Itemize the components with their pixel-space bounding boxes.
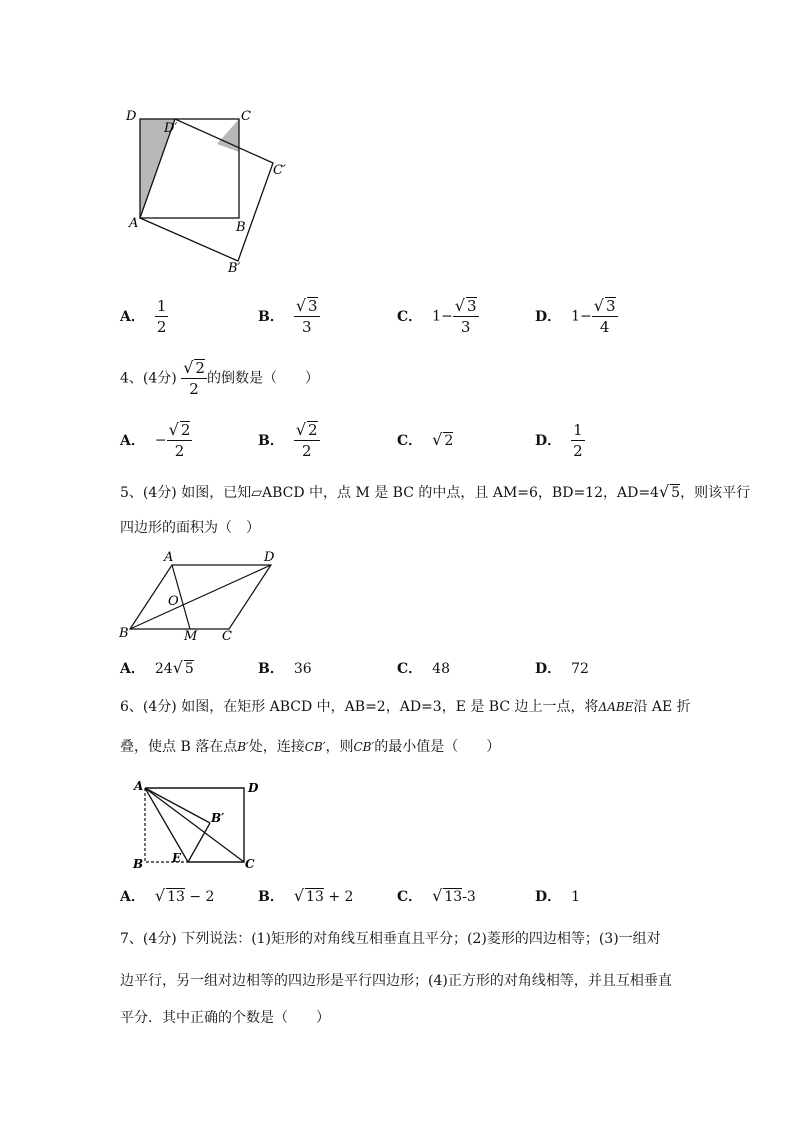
q3-option-c[interactable]: C． 1− $\frac{√ 3}{3}$ (397, 296, 477, 336)
q5-option-d[interactable]: D． 72 (535, 661, 589, 677)
label-D: D (264, 550, 275, 565)
label-M: M (184, 629, 198, 644)
q3-option-d[interactable]: D． 1− $\frac{√ 3}{4}$ (535, 296, 616, 336)
label-B: B (133, 857, 144, 871)
figure-rotated-square (120, 100, 300, 280)
question-5-line-1: 5、(4分) 如图，已知▱ABCD 中，点 M 是 BC 的中点，且 AM=6，BD=12，AD=4√ 5，则该平行 (120, 482, 751, 501)
fraction: $\frac{√ 3}{3}$ (454, 296, 477, 336)
label-B-prime: B′ (228, 261, 241, 276)
q6-option-a[interactable]: A． √ 13 − 2 (120, 886, 215, 905)
q4-option-c[interactable]: C． √ 2 (397, 430, 454, 449)
question-7-line-3: 平分．其中正确的个数是（ ） (120, 1010, 330, 1026)
q3-option-a[interactable] (120, 296, 168, 337)
q5-option-a[interactable]: A． 24√ 5 (120, 658, 194, 677)
question-5-line-2: 四边形的面积为（ ） (120, 520, 260, 536)
label-E: E (172, 851, 182, 865)
shaded-region-2 (217, 119, 239, 152)
label-C-prime: C′ (273, 163, 286, 178)
label-B-prime: B′ (211, 811, 225, 825)
question-6-line-1: 6、(4分) 如图，在矩形 ABCD 中，AB=2，AD=3，E 是 BC 边上一点，将ΔABE沿 AE 折 (120, 699, 691, 715)
q5-option-b[interactable]: B． 36 (258, 661, 312, 677)
label-B: B (236, 220, 246, 235)
label-A: A (134, 779, 144, 793)
label-C: C (241, 109, 251, 124)
question-7-line-2: 边平行，另一组对边相等的四边形是平行四边形；(4)正方形的对角线相等，并且互相垂直 (120, 973, 672, 989)
figure-parallelogram (115, 545, 290, 645)
question-6-line-2: 叠，使点 B 落在点B′处，连接CB′，则CB′的最小值是（ ） (120, 739, 501, 755)
option-label: B． (258, 308, 284, 325)
label-O: O (168, 594, 179, 609)
q6-option-d[interactable]: D． 1 (535, 889, 581, 905)
q4-option-d[interactable]: D． $\frac{1}{2}$ (535, 421, 583, 460)
fraction: $\frac{√ 3}{3}$ (295, 296, 318, 336)
q4-option-b[interactable]: B． $\frac{√ 2}{2}$ (258, 420, 318, 460)
label-D-prime: D′ (164, 121, 178, 136)
label-D: D (248, 781, 259, 795)
option-label: D． (535, 308, 562, 325)
label-C: C (222, 629, 232, 644)
figure-rectangle-fold (125, 775, 270, 875)
label-B: B (119, 626, 129, 641)
q4-option-a[interactable]: A． − $\frac{√ 2}{2}$ (120, 420, 191, 460)
label-A: A (164, 550, 174, 565)
q3-option-b[interactable] (258, 296, 320, 337)
question-4: 4、(4分) $\frac{√ 2}{2}$ 的倒数是（ ） (120, 358, 319, 398)
q6-option-c[interactable]: C． √ 13-3 (397, 886, 476, 905)
label-D: D (126, 109, 137, 124)
question-7-line-1: 7、(4分) 下列说法：(1)矩形的对角线互相垂直且平分；(2)菱形的四边相等；(3)一组对 (120, 931, 661, 947)
option-label: C． (397, 308, 423, 325)
option-label: A． (120, 308, 145, 325)
label-A: A (129, 216, 139, 231)
label-C: C (245, 857, 255, 871)
q6-option-b[interactable]: B． √ 13 + 2 (258, 886, 354, 905)
q5-option-c[interactable]: C． 48 (397, 661, 450, 677)
fraction: $\frac{1}{2}$ (156, 297, 167, 336)
fraction: $\frac{√ 3}{4}$ (593, 296, 616, 336)
